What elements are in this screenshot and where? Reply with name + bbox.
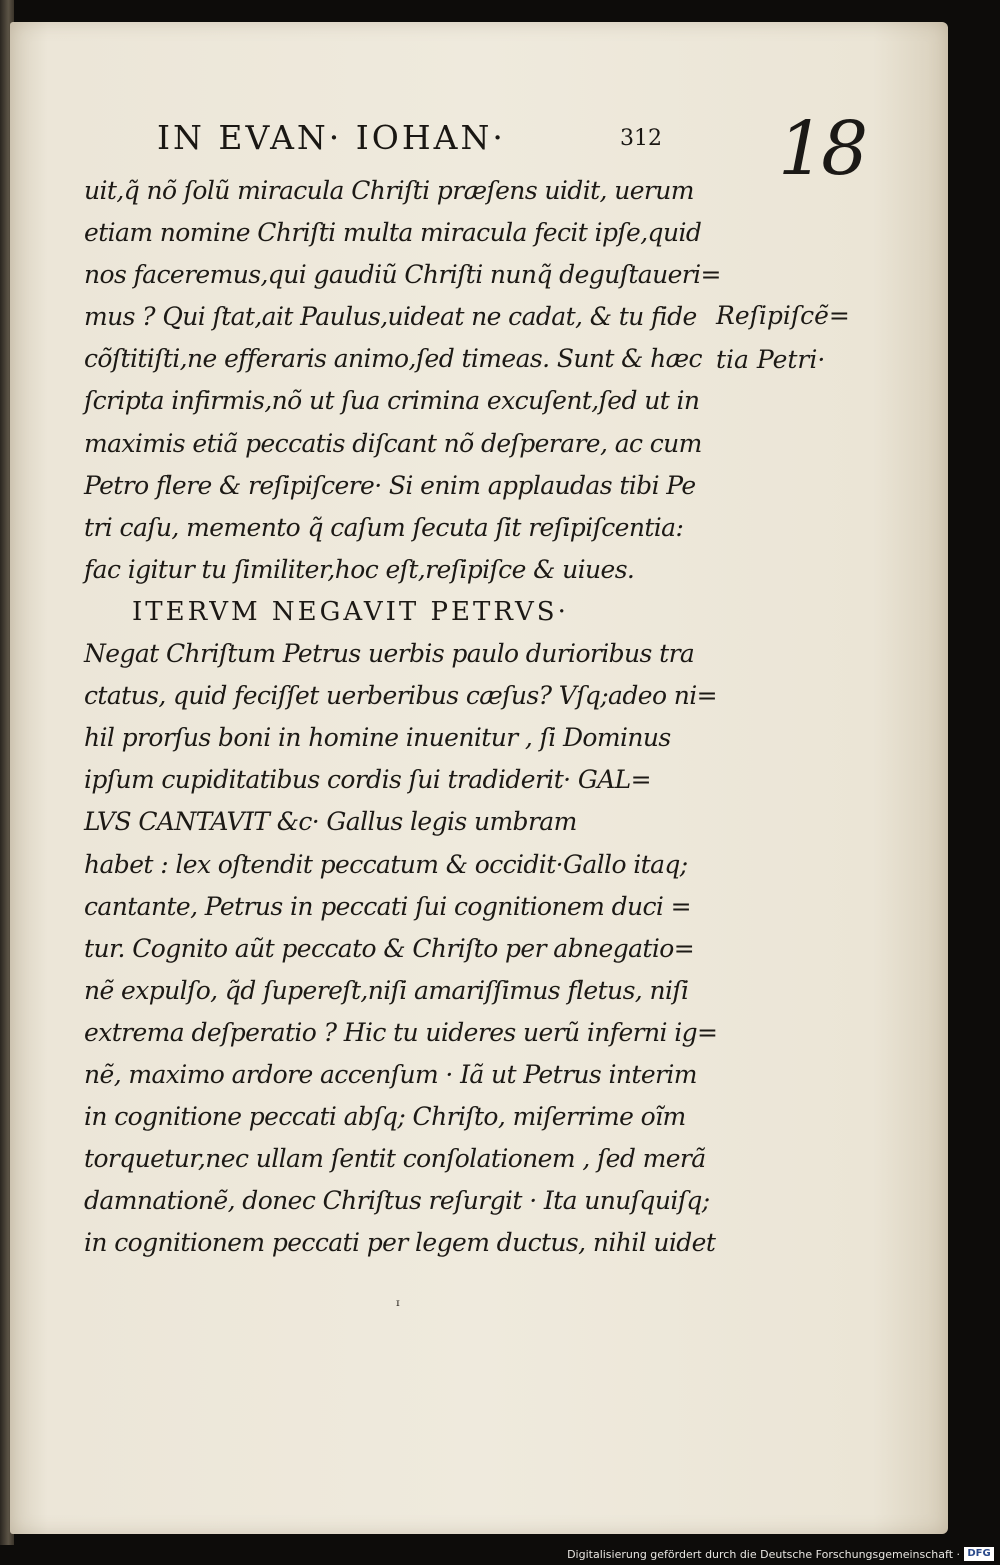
folio-number: 312 bbox=[620, 126, 662, 151]
text-line: in cognitionem peccati per legem ductus, nihil uidet bbox=[84, 1228, 716, 1258]
text-line: torquetur,nec ullam ſentit conſolationem , ſed merã bbox=[84, 1144, 706, 1174]
dfg-logo: DFG bbox=[964, 1547, 994, 1561]
text-line: extrema deſperatio ? Hic tu uideres uerũ inferni ig= bbox=[84, 1017, 718, 1047]
text-line: nos faceremus,qui gaudiũ Chriſti nunq̃ deguſtaueri= bbox=[84, 260, 721, 290]
text-line: ipſum cupiditatibus cordis ſui tradiderit· GAL= bbox=[84, 765, 652, 795]
margin-note: Reſipiſcẽ= bbox=[716, 301, 850, 330]
stray-mark: ᶦ bbox=[396, 1296, 401, 1317]
text-line: uit,q̃ nõ ſolũ miracula Chriſti præſens uidit, uerum bbox=[84, 176, 694, 205]
text-line: hil prorſus boni in homine inuenitur , ſi Dominus bbox=[84, 723, 671, 753]
funding-credit: Digitalisierung gefördert durch die Deutsche Forschungsgemeinschaft · bbox=[567, 1548, 960, 1561]
text-line: nẽ, maximo ardore accenſum · Iã ut Petrus interim bbox=[84, 1059, 697, 1089]
text-line: in cognitione peccati abſq; Chriſto, miſerrime oĩm bbox=[84, 1102, 686, 1132]
text-line: ſcripta infirmis,nõ ut ſua crimina excuſent,ſed ut in bbox=[84, 386, 700, 416]
section-heading: ITERVM NEGAVIT PETRVS· bbox=[132, 596, 569, 627]
text-line: maximis etiã peccatis diſcant nõ deſperare, ac cum bbox=[84, 428, 702, 458]
margin-note: tia Petri· bbox=[716, 345, 826, 374]
text-line: damnationẽ, donec Chriſtus reſurgit · Ita unuſquiſq; bbox=[84, 1186, 710, 1216]
text-line: LVS CANTAVIT &c· Gallus legis umbram bbox=[84, 807, 577, 837]
text-line: cõſtitiſti,ne efferaris animo,ſed timeas. Sunt & hæc bbox=[84, 344, 702, 374]
text-line: Negat Chriſtum Petrus uerbis paulo durioribus tra bbox=[84, 639, 695, 669]
text-line: tri caſu, memento q̃ caſum ſecuta ſit reſipiſcentia: bbox=[84, 512, 684, 542]
text-line: Petro flere & reſipiſcere· Si enim applaudas tibi Pe bbox=[84, 470, 696, 500]
text-line: mus ? Qui ſtat,ait Paulus,uideat ne cadat, & tu fide bbox=[84, 302, 697, 332]
text-line: tur. Cognito aũt peccato & Chriſto per abnegatio= bbox=[84, 933, 695, 963]
manuscript-page-number: 18 bbox=[778, 106, 865, 192]
text-line: ctatus, quid feciſſet uerberibus cæſus? Vſq;adeo ni= bbox=[84, 681, 717, 711]
text-line: etiam nomine Chriſti multa miracula fecit ipſe,quid bbox=[84, 218, 702, 248]
text-line: nẽ expulſo, q̃d ſupereſt,niſi amariſſimus fletus, niſi bbox=[84, 975, 689, 1005]
running-head: IN EVAN· IOHAN· bbox=[157, 118, 506, 157]
text-line: habet : lex oſtendit peccatum & occidit·Gallo itaq; bbox=[84, 849, 688, 879]
text-line: cantante, Petrus in peccati ſui cognitionem duci = bbox=[84, 891, 691, 921]
text-line: fac igitur tu ſimiliter,hoc eſt,reſipiſce & uiues. bbox=[84, 554, 635, 584]
body-text bbox=[84, 170, 744, 1264]
